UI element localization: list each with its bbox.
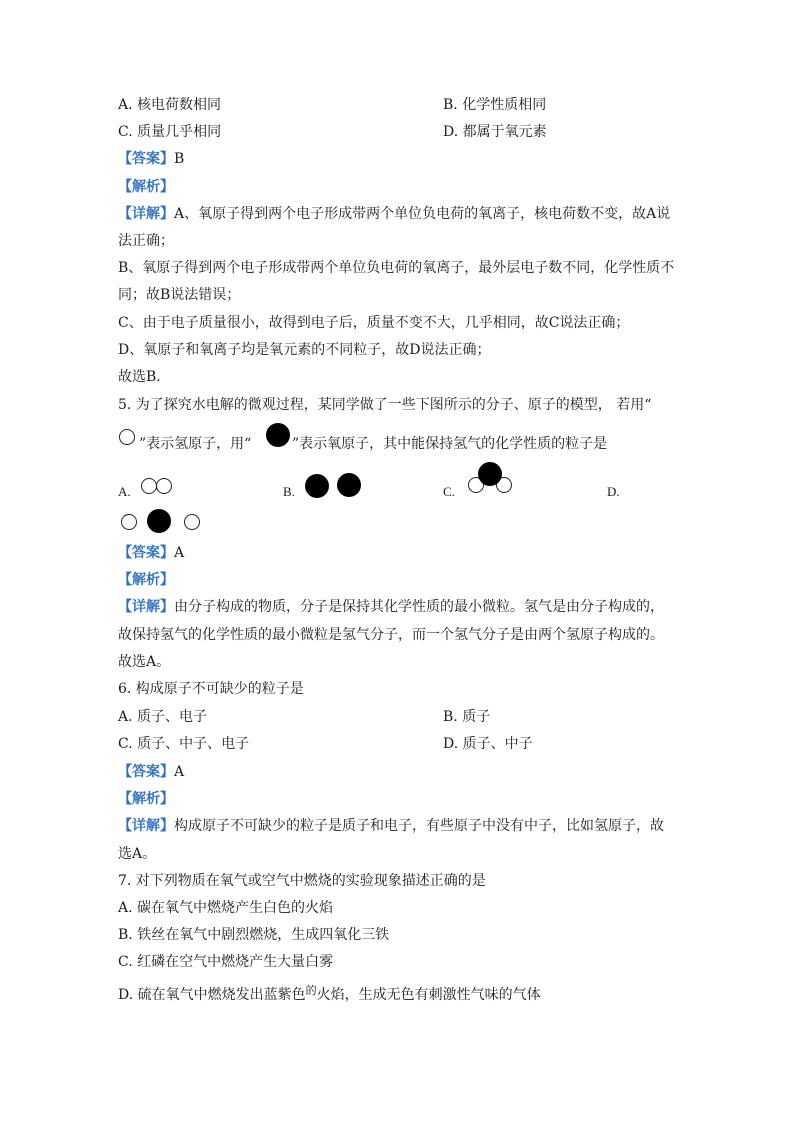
q4-detail-line-7: 故选B． bbox=[118, 369, 171, 385]
q7-stem: 7. 对下列物质在氧气或空气中燃烧的实验现象描述正确的是 bbox=[118, 873, 486, 889]
q5-analysis-tag: 【解析】 bbox=[118, 572, 174, 588]
q5-stem-part-a: ”表示氢原子，用“ bbox=[139, 436, 252, 452]
oxygen-atom-icon bbox=[266, 423, 290, 447]
q4-detail-line-3: B、氧原子得到两个电子形成带两个单位负电荷的氧离子，最外层电子数不同，化学性质不 bbox=[118, 260, 675, 276]
q7-option-d-part-1: D. 硫在氧气中燃烧发出蓝紫色 bbox=[118, 987, 306, 1003]
q4-detail-line-2: 法正确； bbox=[118, 233, 174, 249]
q6-detail-text-1: 构成原子不可缺少的粒子是质子和电子，有些原子中没有中子，比如氢原子，故 bbox=[174, 818, 664, 834]
q4-detail-line-1 bbox=[118, 204, 670, 224]
hydrogen-atom-icon bbox=[156, 478, 172, 494]
q5-detail-line-1 bbox=[118, 597, 664, 617]
detail-tag: 【详解】 bbox=[118, 599, 174, 615]
q5-answer: A bbox=[174, 545, 185, 561]
q4-option-d: D. 都属于氧元素 bbox=[443, 124, 547, 140]
q4-option-b: B. 化学性质相同 bbox=[443, 97, 547, 113]
q5-detail-text-1: 由分子构成的物质，分子是保持其化学性质的最小微粒。氢气是由分子构成的， bbox=[174, 599, 664, 615]
q6-analysis-tag: 【解析】 bbox=[118, 791, 174, 807]
q5-detail-line-2: 故保持氢气的化学性质的最小微粒是氢气分子，而一个氢气分子是由两个氢原子构成的。 bbox=[118, 627, 664, 643]
q6-stem: 6. 构成原子不可缺少的粒子是 bbox=[118, 681, 304, 697]
answer-tag: 【答案】 bbox=[118, 764, 174, 780]
q4-detail-line-6: D、氧原子和氧离子均是氧元素的不同粒子，故D说法正确； bbox=[118, 342, 491, 358]
q6-detail-line-2: 选A。 bbox=[118, 846, 157, 862]
q6-option-d: D. 质子、中子 bbox=[443, 736, 533, 752]
hydrogen-atom-icon bbox=[184, 514, 200, 530]
q6-option-b: B. 质子 bbox=[443, 709, 491, 725]
hydrogen-atom-icon bbox=[121, 514, 137, 530]
q4-option-c: C. 质量几乎相同 bbox=[118, 124, 222, 140]
q4-analysis-tag: 【解析】 bbox=[118, 179, 174, 195]
q7-option-d-particle: 的 bbox=[305, 984, 317, 997]
q5-answer-line bbox=[118, 543, 184, 563]
detail-tag: 【详解】 bbox=[118, 818, 174, 834]
q6-option-a: A. 质子、电子 bbox=[118, 709, 208, 725]
q4-detail-line-5: C、由于电子质量很小，故得到电子后，质量不变不大，几乎相同，故C说法正确； bbox=[118, 315, 630, 331]
q4-detail-text-1: A、氧原子得到两个电子形成带两个单位负电荷的氧离子，核电荷数不变，故A说 bbox=[174, 206, 671, 222]
oxygen-atom-icon bbox=[478, 462, 502, 486]
q7-option-a: A. 碳在氧气中燃烧产生白色的火焰 bbox=[118, 900, 334, 916]
q5-detail-line-3: 故选A。 bbox=[118, 654, 171, 670]
q7-option-c: C. 红磷在空气中燃烧产生大量白雾 bbox=[118, 954, 334, 970]
hydrogen-atom-icon bbox=[141, 478, 157, 494]
oxygen-atom-icon bbox=[147, 509, 171, 533]
hydrogen-atom-icon bbox=[119, 429, 135, 445]
q4-detail-line-4: 同；故B说法错误； bbox=[118, 287, 241, 303]
detail-tag: 【详解】 bbox=[118, 206, 174, 222]
answer-tag: 【答案】 bbox=[118, 545, 174, 561]
q4-answer-line bbox=[118, 149, 184, 169]
q6-detail-line-1 bbox=[118, 816, 664, 836]
q5-option-b-label: B. bbox=[283, 484, 295, 499]
q4-option-a: A. 核电荷数相同 bbox=[118, 97, 222, 113]
oxygen-atom-icon bbox=[305, 474, 329, 498]
oxygen-atom-icon bbox=[337, 473, 361, 497]
q6-option-c: C. 质子、中子、电子 bbox=[118, 736, 250, 752]
q5-option-d-label: D. bbox=[607, 484, 620, 499]
q7-option-b: B. 铁丝在氧气中剧烈燃烧，生成四氧化三铁 bbox=[118, 927, 390, 943]
q6-answer-line bbox=[118, 762, 184, 782]
q6-answer: A bbox=[174, 764, 185, 780]
q5-option-c-label: C. bbox=[443, 484, 455, 499]
q7-option-d-part-2: 火焰，生成无色有刺激性气味的气体 bbox=[316, 987, 541, 1003]
q5-stem-line-1: 5. 为了探究水电解的微观过程，某同学做了一些下图所示的分子、原子的模型， 若用“ bbox=[118, 397, 652, 413]
q5-stem-part-b: ”表示氧原子，其中能保持氢气的化学性质的粒子是 bbox=[292, 436, 608, 452]
q4-answer: B bbox=[174, 151, 185, 167]
q7-option-d bbox=[118, 985, 541, 1006]
q5-option-a-label: A. bbox=[118, 484, 131, 499]
answer-tag: 【答案】 bbox=[118, 151, 174, 167]
